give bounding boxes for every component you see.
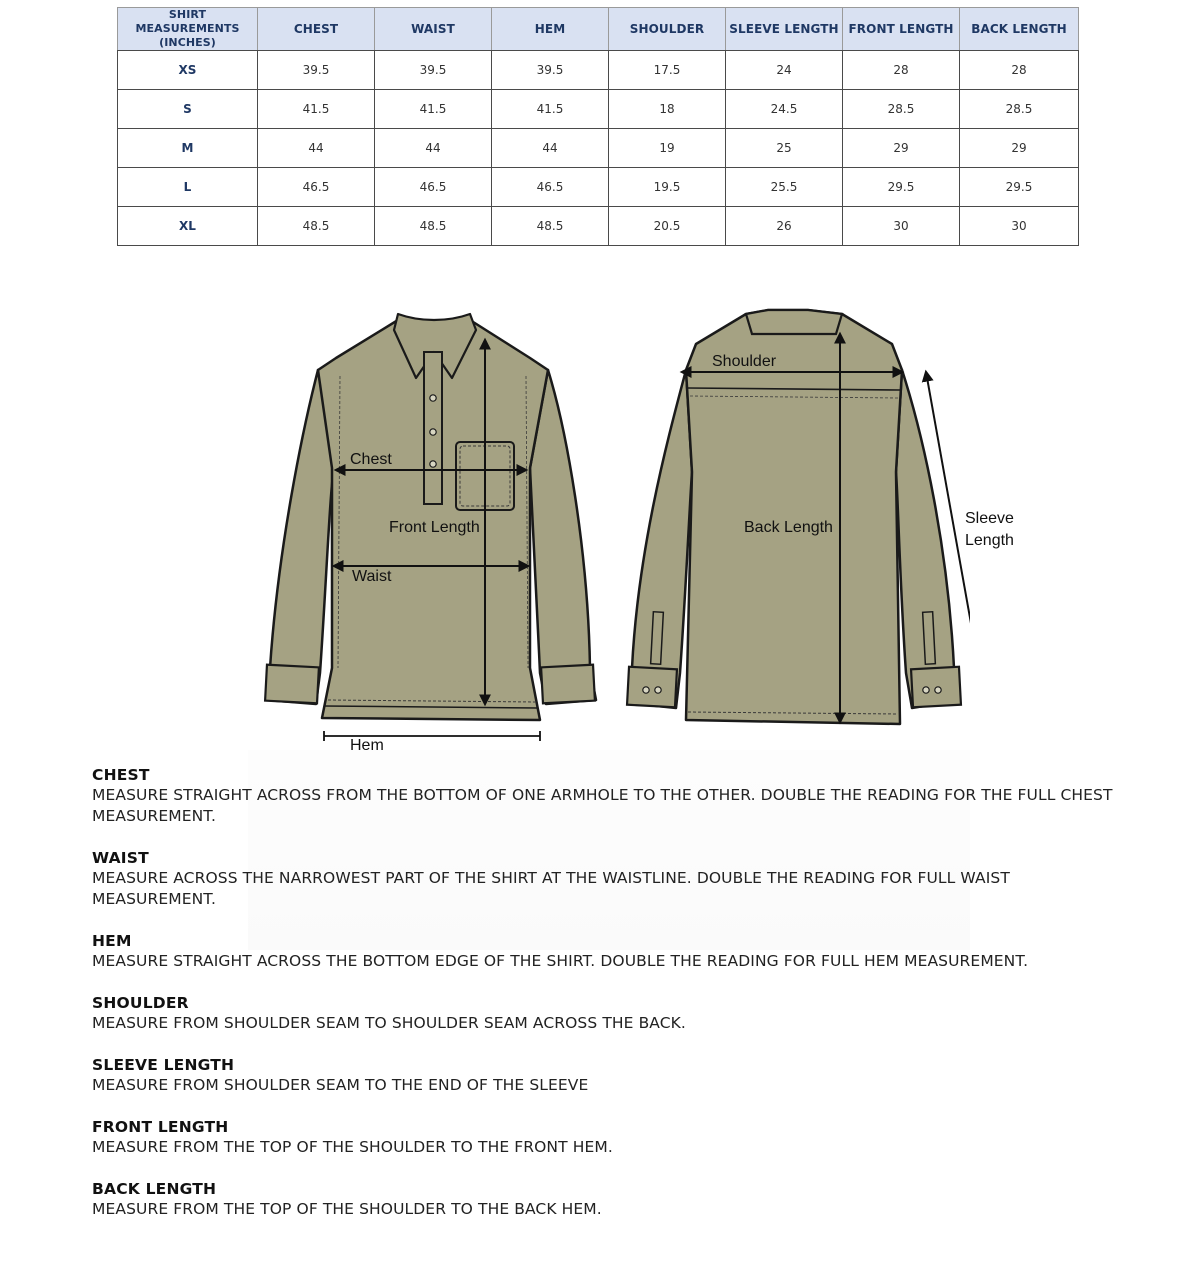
table-cell: 18: [609, 90, 726, 129]
table-row: [118, 168, 1079, 207]
size-label: L: [118, 168, 258, 207]
shirt-diagram-svg: [248, 248, 970, 748]
table-cell: 24.5: [726, 90, 843, 129]
definition-hem: [92, 931, 1122, 972]
table-row: [118, 129, 1079, 168]
header-shoulder: SHOULDER: [609, 8, 726, 51]
table-cell: 41.5: [258, 90, 375, 129]
front-length-label: Front Length: [389, 519, 480, 536]
table-row: [118, 90, 1079, 129]
header-waist: WAIST: [375, 8, 492, 51]
table-cell: 29: [843, 129, 960, 168]
table-cell: 44: [375, 129, 492, 168]
back-shirt: [627, 310, 970, 724]
back-length-label: Back Length: [744, 519, 833, 536]
table-cell: 19.5: [609, 168, 726, 207]
size-label: S: [118, 90, 258, 129]
table-cell: 39.5: [492, 51, 609, 90]
measurement-definitions: [92, 765, 1122, 1241]
definition-chest: [92, 765, 1122, 827]
definition-text: MEASURE FROM SHOULDER SEAM TO THE END OF THE SLEEVE: [92, 1076, 589, 1094]
definition-sleeve-length: [92, 1055, 1122, 1096]
table-cell: 28: [843, 51, 960, 90]
table-cell: 29.5: [960, 168, 1079, 207]
table-cell: 48.5: [492, 207, 609, 246]
table-row: [118, 207, 1079, 246]
definition-shoulder: [92, 993, 1122, 1034]
table-cell: 44: [258, 129, 375, 168]
table-cell: 20.5: [609, 207, 726, 246]
sleeve-length-label: [965, 508, 1014, 552]
table-cell: 28.5: [960, 90, 1079, 129]
table-cell: 17.5: [609, 51, 726, 90]
table-cell: 48.5: [375, 207, 492, 246]
definition-text: MEASURE STRAIGHT ACROSS FROM THE BOTTOM OF ONE ARMHOLE TO THE OTHER. DOUBLE THE READING FOR THE FULL CHEST MEASUREMENT.: [92, 786, 1113, 825]
table-cell: 46.5: [375, 168, 492, 207]
table-cell: 39.5: [258, 51, 375, 90]
hem-label: Hem: [350, 737, 384, 754]
table-cell: 19: [609, 129, 726, 168]
table-cell: 46.5: [492, 168, 609, 207]
front-left-sleeve: [266, 370, 334, 704]
definition-text: MEASURE FROM THE TOP OF THE SHOULDER TO THE BACK HEM.: [92, 1200, 602, 1218]
table-cell: 46.5: [258, 168, 375, 207]
definition-title: HEM: [92, 932, 132, 950]
waist-label: Waist: [352, 568, 392, 585]
definition-title: CHEST: [92, 766, 150, 784]
header-sleeve-length: SLEEVE LENGTH: [726, 8, 843, 51]
definition-text: MEASURE FROM SHOULDER SEAM TO SHOULDER SEAM ACROSS THE BACK.: [92, 1014, 686, 1032]
table-cell: 28: [960, 51, 1079, 90]
size-label: M: [118, 129, 258, 168]
table-cell: 48.5: [258, 207, 375, 246]
table-cell: 30: [843, 207, 960, 246]
table-cell: 25.5: [726, 168, 843, 207]
definition-title: WAIST: [92, 849, 149, 867]
table-cell: 25: [726, 129, 843, 168]
definition-title: BACK LENGTH: [92, 1180, 217, 1198]
size-label: XL: [118, 207, 258, 246]
size-chart-table: [117, 7, 1079, 246]
header-shirt-measurements: SHIRT MEASUREMENTS (INCHES): [118, 8, 258, 51]
chest-label: Chest: [350, 451, 392, 468]
table-cell: 29.5: [843, 168, 960, 207]
table-cell: 30: [960, 207, 1079, 246]
definition-title: SLEEVE LENGTH: [92, 1056, 235, 1074]
shoulder-label: Shoulder: [712, 353, 777, 370]
table-cell: 41.5: [492, 90, 609, 129]
header-back-length: BACK LENGTH: [960, 8, 1079, 51]
definition-front-length: [92, 1117, 1122, 1158]
table-row: [118, 51, 1079, 90]
table-cell: 29: [960, 129, 1079, 168]
table-cell: 44: [492, 129, 609, 168]
table-cell: 41.5: [375, 90, 492, 129]
table-cell: 24: [726, 51, 843, 90]
table-cell: 39.5: [375, 51, 492, 90]
definition-text: MEASURE ACROSS THE NARROWEST PART OF THE SHIRT AT THE WAISTLINE. DOUBLE THE READING FOR FULL WAIST MEASUREMENT.: [92, 869, 1010, 908]
definition-text: MEASURE FROM THE TOP OF THE SHOULDER TO THE FRONT HEM.: [92, 1138, 613, 1156]
sleeve-label-line1: Sleeve: [965, 510, 1014, 527]
shirt-illustration: [248, 248, 1014, 754]
definition-title: FRONT LENGTH: [92, 1118, 229, 1136]
table-cell: 26: [726, 207, 843, 246]
definition-back-length: [92, 1179, 1122, 1220]
table-cell: 28.5: [843, 90, 960, 129]
sleeve-label-line2: Length: [965, 532, 1014, 549]
definition-title: SHOULDER: [92, 994, 189, 1012]
header-hem: HEM: [492, 8, 609, 51]
header-chest: CHEST: [258, 8, 375, 51]
definition-waist: [92, 848, 1122, 910]
definition-text: MEASURE STRAIGHT ACROSS THE BOTTOM EDGE OF THE SHIRT. DOUBLE THE READING FOR FULL HEM MEASUREMENT.: [92, 952, 1029, 970]
table-header-row: [118, 8, 1079, 51]
size-label: XS: [118, 51, 258, 90]
header-front-length: FRONT LENGTH: [843, 8, 960, 51]
